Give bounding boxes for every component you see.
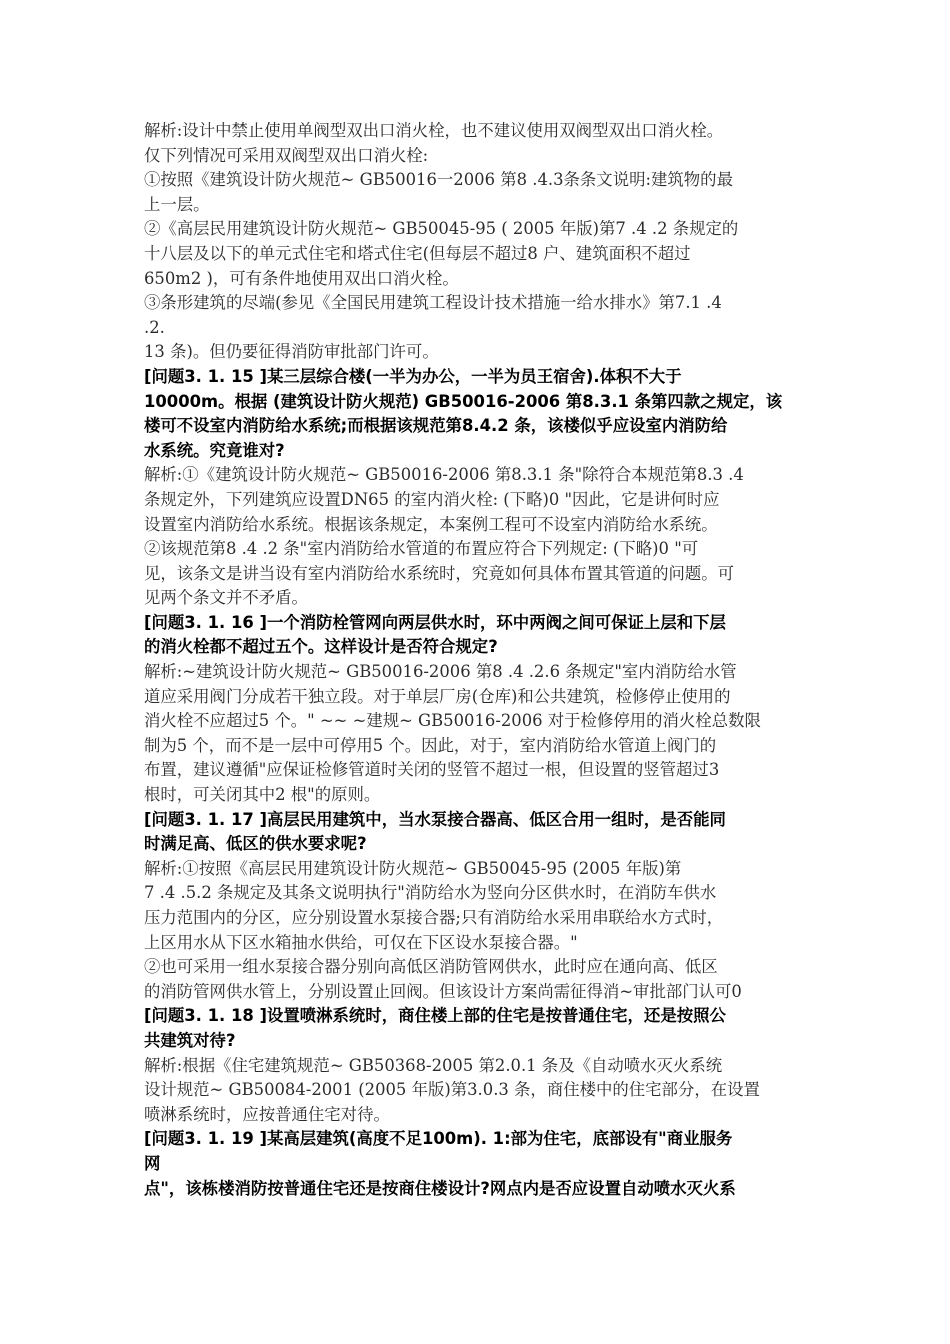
question-line: 的消火栓都不超过五个。这样设计是否符合规定? bbox=[144, 637, 498, 657]
analysis-line: 上区用水从下区水箱抽水供给，可仅在下区设水泵接合器。" bbox=[144, 932, 578, 952]
question-line: 共建筑对待? bbox=[144, 1030, 236, 1050]
analysis-line: 解析:根据《住宅建筑规范~ GB50368-2005 第2.0.1 条及《自动喷水灭火系统 bbox=[144, 1055, 723, 1075]
analysis-line: 见，该条文是讲当设有室内消防给水系统时，究竟如何具体布置其管道的问题。可 bbox=[144, 563, 735, 583]
analysis-line: ①按照《建筑设计防火规范~ GB50016一2006 第8 .4.3条条文说明:建筑物的最 bbox=[144, 170, 733, 190]
analysis-line: 喷淋系统时，应按普通住宅对待。 bbox=[144, 1104, 390, 1124]
question-line: [问题3. 1. 17 ]高层民用建筑中，当水泵接合器高、低区合用一组时，是否能同 bbox=[144, 809, 726, 829]
analysis-line: 布置，建议遵循"应保证检修管道时关闭的竖管不超过一根，但设置的竖管超过3 bbox=[144, 760, 720, 780]
question-line: [问题3. 1. 18 ]设置喷淋系统时，商住楼上部的住宅是按普通住宅，还是按照公 bbox=[144, 1006, 726, 1026]
analysis-line: 设计规范~ GB50084-2001 (2005 年版)第3.0.3 条，商住楼中的住宅部分，在设置 bbox=[144, 1080, 760, 1100]
analysis-line: 解析:①按照《高层民用建筑设计防火规范~ GB50045-95 (2005 年版)第 bbox=[144, 858, 682, 878]
question-line: [问题3. 1. 15 ]某三层综合楼(一半为办公，一半为员王宿舍).体积不大于 bbox=[144, 366, 682, 386]
analysis-line: 解析:①《建筑设计防火规范~ GB50016-2006 第8.3.1 条"除符合本规范第8.3 .4 bbox=[144, 465, 744, 485]
analysis-line: ②《高层民用建筑设计防火规范~ GB50045-95 ( 2005 年版)第7 .4 .2 条规定的 bbox=[144, 219, 739, 239]
analysis-line: ②也可采用一组水泵接合器分别向高低区消防管网供水，此时应在通向高、低区 bbox=[144, 957, 718, 977]
analysis-line: 仅下列情况可采用双阀型双出口消火栓: bbox=[144, 145, 429, 165]
analysis-line: 制为5 个，而不是一层中可停用5 个。因此，对于，室内消防给水管道上阀门的 bbox=[144, 735, 717, 755]
analysis-line: 的消防管网供水管上，分别设置止回阀。但该设计方案尚需征得消~审批部门认可0 bbox=[144, 981, 742, 1001]
question-line: 水系统。究竟谁对? bbox=[144, 440, 285, 460]
document-body bbox=[144, 119, 814, 1201]
analysis-line: 解析:设计中禁止使用单阀型双出口消火栓，也不建议使用双阀型双出口消火栓。 bbox=[144, 121, 724, 140]
question-line: 楼可不设室内消防给水系统;而根据该规范第8.4.2 条，该楼似乎应设室内消防给 bbox=[144, 416, 728, 436]
analysis-line: .2. bbox=[144, 317, 165, 337]
question-line: [问题3. 1. 16 ]一个消防栓管网向两层供水时，环中两阀之间可保证上层和下层 bbox=[144, 612, 726, 632]
analysis-line: 解析:~建筑设计防火规范~ GB50016-2006 第8 .4 .2.6 条规定"室内消防给水管 bbox=[144, 662, 737, 682]
analysis-line: 见两个条文并不矛盾。 bbox=[144, 588, 308, 608]
analysis-line: 设置室内消防给水系统。根据该条规定，本案例工程可不设室内消防给水系统。 bbox=[144, 514, 718, 534]
analysis-line: 消火栓不应超过5 个。" ~~ ~建规~ GB50016-2006 对于检修停用的消火栓总数限 bbox=[144, 711, 761, 731]
analysis-line: 道应采用阀门分成若干独立段。对于单层厂房(仓库)和公共建筑，检修停止使用的 bbox=[144, 686, 731, 706]
question-line: [问题3. 1. 19 ]某高层建筑(高度不足100m). 1:部为住宅，底部设有"商业服务 bbox=[144, 1129, 733, 1149]
question-line: 时满足高、低区的供水要求呢? bbox=[144, 834, 367, 854]
analysis-line: 条规定外，下列建筑应设置DN65 的室内消火栓: (下略)0 "因此，它是讲何时应 bbox=[144, 489, 720, 509]
analysis-line: 根时，可关闭其中2 根"的原则。 bbox=[144, 785, 381, 805]
analysis-line: ③条形建筑的尽端(参见《全国民用建筑工程设计技术措施一给水排水》第7.1 .4 bbox=[144, 293, 722, 313]
analysis-line: 上一层。 bbox=[144, 194, 210, 214]
analysis-line: 压力范围内的分区，应分别设置水泵接合器;只有消防给水采用串联给水方式时， bbox=[144, 908, 724, 927]
question-line: 点"，该栋楼消防按普通住宅还是按商住楼设计?网点内是否应设置自动喷水灭火系 bbox=[144, 1178, 736, 1198]
analysis-line: 7 .4 .5.2 条规定及其条文说明执行"消防给水为竖向分区供水时，在消防车供水 bbox=[144, 883, 717, 903]
analysis-line: 十八层及以下的单元式住宅和塔式住宅(但每层不超过8 户、建筑面积不超过 bbox=[144, 243, 691, 263]
analysis-line: 13 条)。但仍要征得消防审批部门许可。 bbox=[144, 342, 439, 362]
question-line: 10000m。根据 (建筑设计防火规范) GB50016-2006 第8.3.1 条第四款之规定，该 bbox=[144, 391, 783, 411]
question-line: 网 bbox=[144, 1153, 161, 1173]
analysis-line: ②该规范第8 .4 .2 条"室内消防给水管道的布置应符合下列规定: (下略)0 "可 bbox=[144, 539, 699, 559]
analysis-line: 650m2 )，可有条件地使用双出口消火栓。 bbox=[144, 268, 459, 288]
